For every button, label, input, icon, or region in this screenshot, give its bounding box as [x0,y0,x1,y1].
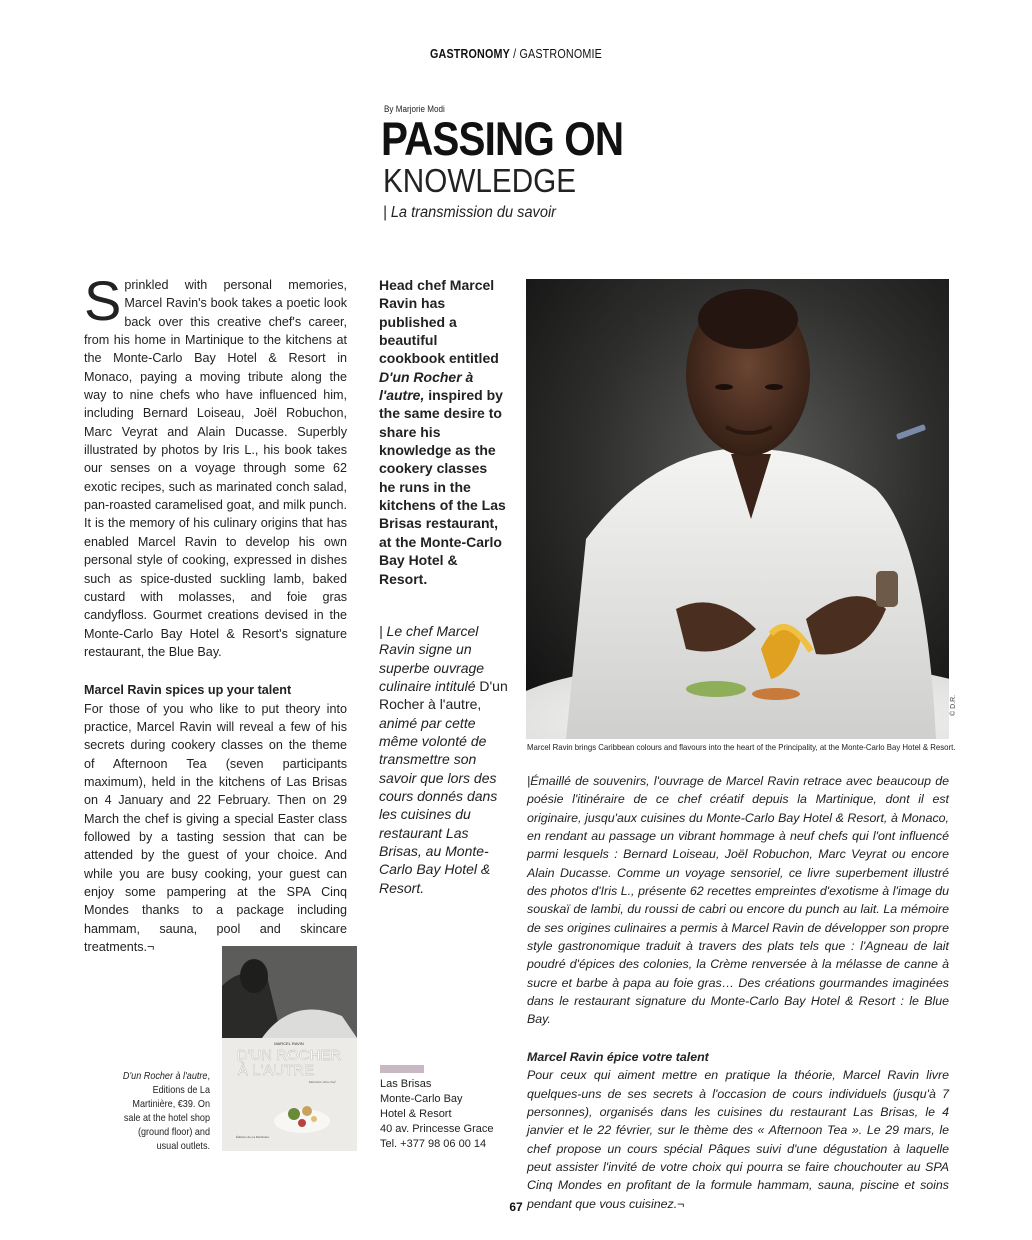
venue-address [380,1077,494,1152]
page-number: 67 [509,1200,523,1214]
english-subhead: Marcel Ravin spices up your talent [84,683,292,698]
french-intro [379,622,514,897]
french-intro-a: | Le chef Marcel Ravin signe un superbe ouvrage culinaire intitulé [379,623,485,695]
section-separator: / [509,47,520,61]
section-label-en: GASTRONOMY [430,47,510,61]
book-publisher: Éditions de La Martinière [236,1135,270,1139]
book-title-line1: D'UN ROCHER [236,1047,342,1064]
subtitle-fr: | La transmission du savoir [383,204,557,221]
address-line-4: 40 av. Princesse Grace [380,1123,494,1135]
book-caption-details: , Editions de La Martinière, €39. On sale at the hotel shop (ground floor) and usual outlets. [123,1071,210,1152]
book-cover-illustration [222,946,357,1151]
address-phone: Tel. +377 98 06 00 14 [380,1138,487,1150]
book-subtitle: Itinéraire d'un chef [308,1080,336,1084]
book-cover [222,946,357,1151]
address-line-3: Hotel & Resort [380,1108,452,1120]
photo-credit: © D.R. [950,694,957,716]
chef-photo-illustration [526,279,949,739]
photo-caption: Marcel Ravin brings Caribbean colours and flavours into the heart of the Principality, at the Monte-Carlo Bay Hotel & Resort. [527,742,956,752]
address-line-2: Monte-Carlo Bay [380,1093,463,1105]
chef-photo [526,279,949,739]
french-subhead: Marcel Ravin épice votre talent [527,1049,709,1064]
book-caption [122,1070,210,1154]
french-intro-b: animé par cette même volonté de transmettre son savoir que lors des cours donnés dans les cuisines du restaurant Las Brisas, au Monte-Carlo Bay Hotel & Resort. [379,714,498,896]
english-paragraph-2: For those of you who like to put theory into practice, Marcel Ravin will reveal a few of his secrets during cookery classes on the theme of Afternoon Tea (seven participants maximum), held in the kitchens of Las Brisas on 4 January and 22 February. Then on 29 March the chef is giving a special Easter class followed by a tasting session that can be attended by the guest of your choice. And while you are busy cooking, your guest can enjoy some pampering at the SPA Cinq Mondes thanks to a package including hammam, sauna, pool and skincare treatments.¬ [84,701,347,955]
book-author: MARCEL RAVIN [274,1041,304,1046]
english-intro-b: inspired by the same desire to share his knowledge as the cookery classes he runs in the kitchens of the Las Brisas restaurant, at the Monte-Carlo Bay Hotel & Resort. [379,387,506,587]
english-intro [379,276,507,588]
drop-cap: S [84,269,122,332]
english-paragraph-1: prinkled with personal memories, Marcel Ravin's book takes a poetic look back over this creative chef's career, from his home in Martinique to the kitchens at the Monte-Carlo Bay Hotel & Resort in Monaco, paying a moving tribute along the way to nine chefs who have influenced him, including Bernard Loiseau, Joël Robuchon, Marc Veyrat and Alain Ducasse. Superbly illustrated by photos by Iris L., his book takes our senses on a voyage through some 62 exotic recipes, such as marinated conch salad, pan-roasted caramelised goat, and milk punch. It is the memory of his culinary origins that has enabled Marcel Ravin to develop his own personal style of cooking, expressed in dishes such as spice-dusted suckling lamb, baked custard with molasses, and foie gras candyfloss. Gourmet creations devised in the Monte-Carlo Bay Hotel & Resort's signature restaurant, the Blue Bay. [84,278,347,659]
french-intro-book-title: D'un Rocher à l'autre, [379,678,508,713]
english-intro-book-title: D'un Rocher à l'autre, [379,368,474,404]
english-intro-a: Head chef Marcel Ravin has published a beautiful cookbook entitled [379,277,499,367]
french-body-column [527,772,949,1213]
book-title-line2: À L'AUTRE [237,1062,315,1079]
address-line-1: Las Brisas [380,1078,432,1090]
english-body-column [84,269,347,956]
byline: By Marjorie Modi [384,104,445,114]
book-caption-title: D'un Rocher à l'autre [122,1071,208,1082]
headline-line2: KNOWLEDGE [383,162,577,199]
section-label-fr: GASTRONOMIE [519,47,602,61]
french-paragraph-1: |Émaillé de souvenirs, l'ouvrage de Marcel Ravin retrace avec beaucoup de poésie l'itinéraire de ce chef créatif depuis la Martinique, dont il est originaire, jusqu'aux cuisines du Monte-Carlo Bay Hotel & Resort, à Monaco, en rendant au passage un vibrant hommage à neuf chefs qui l'ont influencé parmi lesquels : Bernard Loiseau, Joël Robuchon, Marc Veyrat ou encore Alain Ducasse. Comme un voyage sensoriel, ce livre superbement illustré des photos d'Iris L., présente 62 recettes empreintes d'exotisme à l'image du souskaï de lambi, du roussi de cabri ou encore du punch au lait. La mémoire de ses origines culinaires a permis à Marcel Ravin de développer son propre style gastronomique traduit à travers des plats tels que : l'Agneau de lait poudré d'épices des colonies, la Crème renversée à la mélasse de canne à sucre et barbe à papa au foie gras… Des créations gourmandes imaginées dans le restaurant signature du Monte-Carlo Bay Hotel & Resort : le Blue Bay. [527,774,949,1027]
section-header [72,47,960,61]
french-paragraph-2: Pour ceux qui aiment mettre en pratique la théorie, Marcel Ravin livre quelques-uns de ses secrets à l'occasion de cours individuels (jusqu'à 7 personnes), organisés dans les cuisines du restaurant Las Brisas, le 4 janvier et le 22 février, sur le thème des « Afternoon Tea ». Le 29 mars, le chef propose un cours spécial Pâques suivi d'une dégustation à laquelle peut assister l'invité de votre choix qui pourra se faire chouchouter au SPA Cinq Mondes en profitant de la formule hammam, sauna, piscine et soins pendant que vous cuisinez.¬ [527,1068,949,1211]
address-accent-bar [380,1065,424,1073]
headline-line1: PASSING ON [381,112,624,165]
